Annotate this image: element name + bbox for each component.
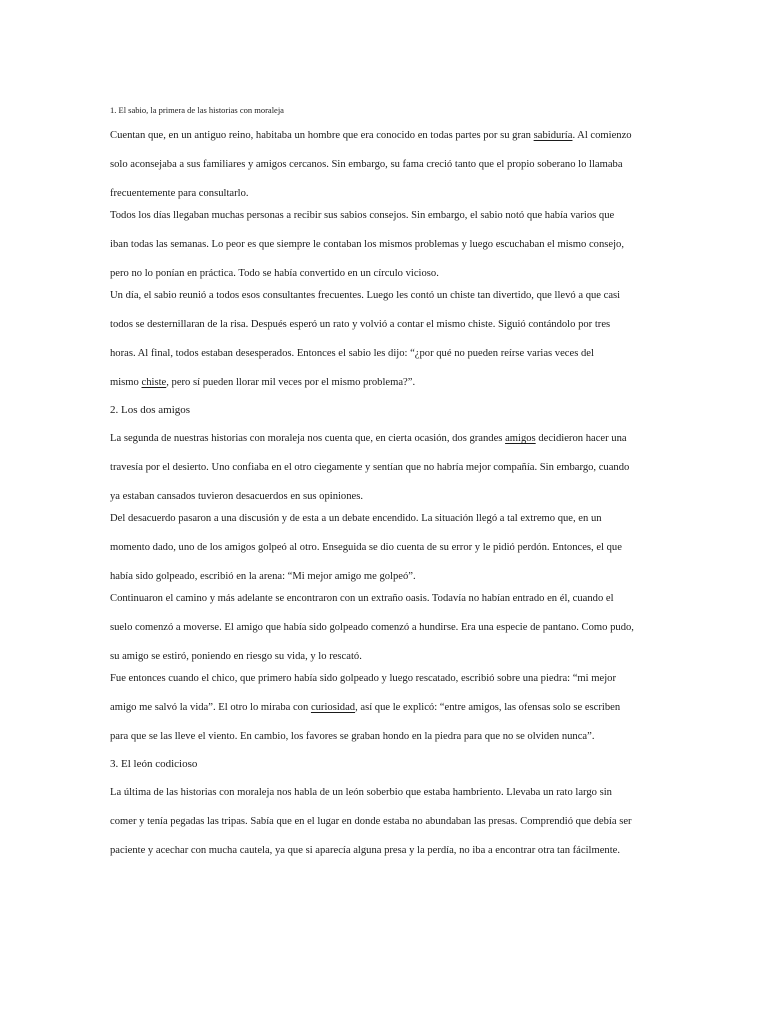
section-1-paragraph-2 [110, 209, 658, 281]
text-line: comer y tenía pegadas las tripas. Sabía que en el lugar en donde estaba no abundaban las presas. Comprendió que debía ser [110, 816, 632, 827]
text-line: había sido golpeado, escribió en la arena: “Mi mejor amigo me golpeó”. [110, 571, 416, 582]
text-fragment: decidieron hacer una [535, 433, 627, 444]
section-2-paragraph-2 [110, 512, 658, 584]
text-line: travesía por el desierto. Uno confiaba en el otro ciegamente y sentían que no habría mejor compañía. Sin embargo, cuando [110, 462, 630, 473]
section-2-title: 2. Los dos amigos [110, 404, 191, 416]
text-fragment: . Al comienzo [572, 130, 632, 141]
text-line: La última de las historias con moraleja nos habla de un león soberbio que estaba hambriento. Llevaba un rato largo sin [110, 787, 612, 798]
text-fragment: , así que le explicó: “entre amigos, las ofensas solo se escriben [355, 702, 621, 713]
link-amigos[interactable]: amigos [505, 433, 536, 444]
text-line [110, 129, 658, 143]
text-line: solo aconsejaba a sus familiares y amigos cercanos. Sin embargo, su fama creció tanto que el propio soberano lo llamaba [110, 159, 623, 170]
link-sabiduria[interactable]: sabiduría [533, 130, 573, 141]
text-line [110, 432, 658, 446]
section-2-paragraph-3 [110, 592, 658, 664]
text-line: Fue entonces cuando el chico, que primero había sido golpeado y luego rescatado, escribió sobre una piedra: “mi mejor [110, 673, 616, 684]
section-1-title: 1. El sabio, la primera de las historias con moraleja [110, 105, 284, 115]
text-fragment: amigo me salvó la vida”. El otro lo miraba con [110, 702, 311, 713]
text-fragment: , pero sí pueden llorar mil veces por el mismo problema?”. [166, 377, 416, 388]
text-line: pero no lo ponían en práctica. Todo se había convertido en un círculo vicioso. [110, 268, 439, 279]
text-line: iban todas las semanas. Lo peor es que siempre le contaban los mismos problemas y luego escuchaban el mismo consejo, [110, 239, 624, 250]
section-2-paragraph-4 [110, 672, 658, 744]
section-3-title: 3. El león codicioso [110, 758, 198, 770]
text-line: horas. Al final, todos estaban desesperados. Entonces el sabio les dijo: “¿por qué no pueden reírse varias veces del [110, 348, 594, 359]
text-line: para que se las lleve el viento. En cambio, los favores se graban hondo en la piedra para que no se olviden nunca”. [110, 731, 595, 742]
text-fragment: La segunda de nuestras historias con moraleja nos cuenta que, en cierta ocasión, dos grandes [110, 433, 506, 444]
text-line: Continuaron el camino y más adelante se encontraron con un extraño oasis. Todavía no habían entrado en él, cuando el [110, 593, 614, 604]
text-fragment: Cuentan que, en un antiguo reino, habitaba un hombre que era conocido en todas partes por su gran [110, 130, 534, 141]
text-line: su amigo se estiró, poniendo en riesgo su vida, y lo rescató. [110, 651, 362, 662]
text-fragment: mismo [110, 377, 142, 388]
text-line: todos se desternillaran de la risa. Después esperó un rato y volvió a contar el mismo chiste. Siguió contándolo por tres [110, 319, 611, 330]
text-line: Del desacuerdo pasaron a una discusión y de esta a un debate encendido. La situación llegó a tal extremo que, en un [110, 513, 602, 524]
text-line: frecuentemente para consultarlo. [110, 188, 249, 199]
link-curiosidad[interactable]: curiosidad [310, 702, 356, 713]
text-line [110, 701, 658, 715]
text-line: momento dado, uno de los amigos golpeó al otro. Enseguida se dio cuenta de su error y le pidió perdón. Entonces, el que [110, 542, 622, 553]
link-chiste[interactable]: chiste [141, 377, 167, 388]
text-line: ya estaban cansados tuvieron desacuerdos en sus opiniones. [110, 491, 364, 502]
section-3-paragraph-1 [110, 786, 658, 858]
text-line: Todos los días llegaban muchas personas a recibir sus sabios consejos. Sin embargo, el sabio notó que había varios que [110, 210, 615, 221]
section-1-paragraph-3 [110, 289, 658, 390]
text-line [110, 376, 658, 390]
section-2-paragraph-1 [110, 432, 658, 504]
text-line: Un día, el sabio reunió a todos esos consultantes frecuentes. Luego les contó un chiste tan divertido, que llevó a que casi [110, 290, 621, 301]
text-line: suelo comenzó a moverse. El amigo que había sido golpeado comenzó a hundirse. Era una especie de pantano. Como pudo, [110, 622, 634, 633]
section-1-paragraph-1 [110, 129, 658, 201]
text-line: paciente y acechar con mucha cautela, ya que si aparecía alguna presa y la perdía, no iba a encontrar otra tan fácilmente. [110, 845, 620, 856]
document-page [110, 104, 658, 866]
